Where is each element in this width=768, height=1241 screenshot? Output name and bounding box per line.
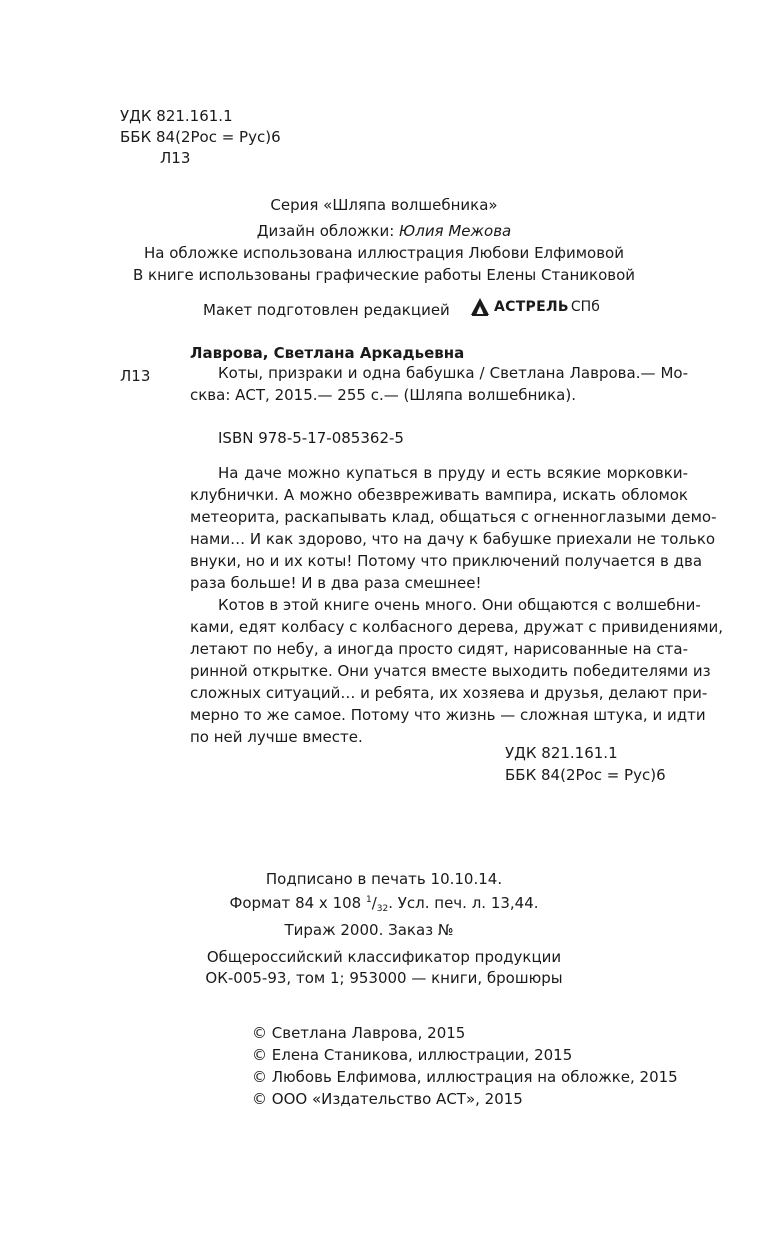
cover-illustration-line: На обложке использована иллюстрация Любови Елфимовой — [144, 244, 624, 262]
annotation-line: летают по небу, а иногда просто сидят, нарисованные на ста- — [190, 640, 688, 658]
annotation-line: ками, едят колбасу с колбасного дерева, дружат с привидениями, — [190, 618, 724, 636]
format-suffix: . Усл. печ. л. 13,44. — [388, 894, 539, 912]
format-denominator: 32 — [376, 904, 389, 914]
annotation-line: ринной открытке. Они учатся вместе выходить победителями из — [190, 662, 711, 680]
catalog-line: Коты, призраки и одна бабушка / Светлана Лаврова.— Мо- — [218, 364, 688, 382]
udk-block-bottom — [505, 742, 666, 786]
udk-block-top — [120, 106, 281, 169]
astrel-logo-icon — [470, 297, 490, 317]
annotation-line: по ней лучше вместе. — [190, 728, 363, 746]
copyright-item: © Любовь Елфимова, иллюстрация на обложке, 2015 — [252, 1068, 678, 1086]
udk-code: УДК 821.161.1 — [120, 107, 233, 125]
cover-design-label: Дизайн обложки: — [256, 222, 400, 240]
print-info — [0, 869, 768, 941]
annotation-line: нами… И как здорово, что на дачу к бабушке приехали не только — [190, 530, 716, 548]
catalog-code: Л13 — [120, 367, 151, 385]
cover-design-line — [0, 221, 768, 242]
copyright-item: © ООО «Издательство АСТ», 2015 — [252, 1090, 523, 1108]
copyright-item: © Светлана Лаврова, 2015 — [252, 1024, 466, 1042]
annotation-line: На даче можно купаться в пруду и есть всякие морковки- — [218, 464, 688, 482]
format-line: Формат 84 x 108 $^1/_{32}$. Усл. печ. л. 13,44. — [229, 894, 539, 914]
author-mark: Л13 — [160, 149, 191, 167]
cover-designer: Юлия Межова — [399, 222, 512, 240]
annotation-line: клубнички. А можно обезвреживать вампира, искать обломок — [190, 486, 688, 504]
copyright-list — [252, 1022, 678, 1110]
annotation-line: внуки, но и их коты! Потому что приключений получается в два — [190, 552, 703, 570]
annotation-line: мерно то же самое. Потому что жизнь — сложная штука, и идти — [190, 706, 706, 724]
classifier-line: Общероссийский классификатор продукции — [206, 948, 562, 966]
maket-line: Макет подготовлен редакцией — [203, 301, 450, 319]
format-prefix: Формат 84 x 108 — [229, 894, 366, 912]
classifier-line: ОК-005-93, том 1; 953000 — книги, брошюры — [205, 969, 563, 987]
classifier — [0, 947, 768, 989]
bbk-code: ББК 84(2Рос = Рус)6 — [120, 128, 281, 146]
udk-code: УДК 821.161.1 — [505, 744, 618, 762]
graphics-line: В книге использованы графические работы Елены Станиковой — [132, 266, 636, 284]
isbn: ISBN 978-5-17-085362-5 — [218, 429, 404, 447]
format-numerator: 1 — [365, 895, 372, 905]
copyright-item: © Елена Станикова, иллюстрации, 2015 — [252, 1046, 573, 1064]
catalog-entry — [190, 362, 688, 406]
annotation — [190, 462, 724, 748]
bbk-code: ББК 84(2Рос = Рус)6 — [505, 766, 666, 784]
logo-city: СПб — [570, 299, 600, 315]
annotation-line: метеорита, раскапывать клад, общаться с огненноглазыми демо- — [190, 508, 717, 526]
signed-line: Подписано в печать 10.10.14. — [265, 870, 503, 888]
catalog-author: Лаврова, Светлана Аркадьевна — [190, 344, 465, 362]
catalog-line: сква: АСТ, 2015.— 255 с.— (Шляпа волшебника). — [190, 386, 576, 404]
annotation-line: Котов в этой книге очень много. Они общаются с волшебни- — [218, 596, 701, 614]
logo-brand: АСТРЕЛЬ — [494, 299, 569, 315]
annotation-line: раза больше! И в два раза смешнее! — [190, 574, 482, 592]
annotation-line: сложных ситуаций… и ребята, их хозяева и друзья, делают при- — [190, 684, 708, 702]
series-line: Серия «Шляпа волшебника» — [270, 196, 498, 214]
run-line: Тираж 2000. Заказ № — [284, 921, 454, 939]
publisher-logo — [470, 296, 600, 318]
